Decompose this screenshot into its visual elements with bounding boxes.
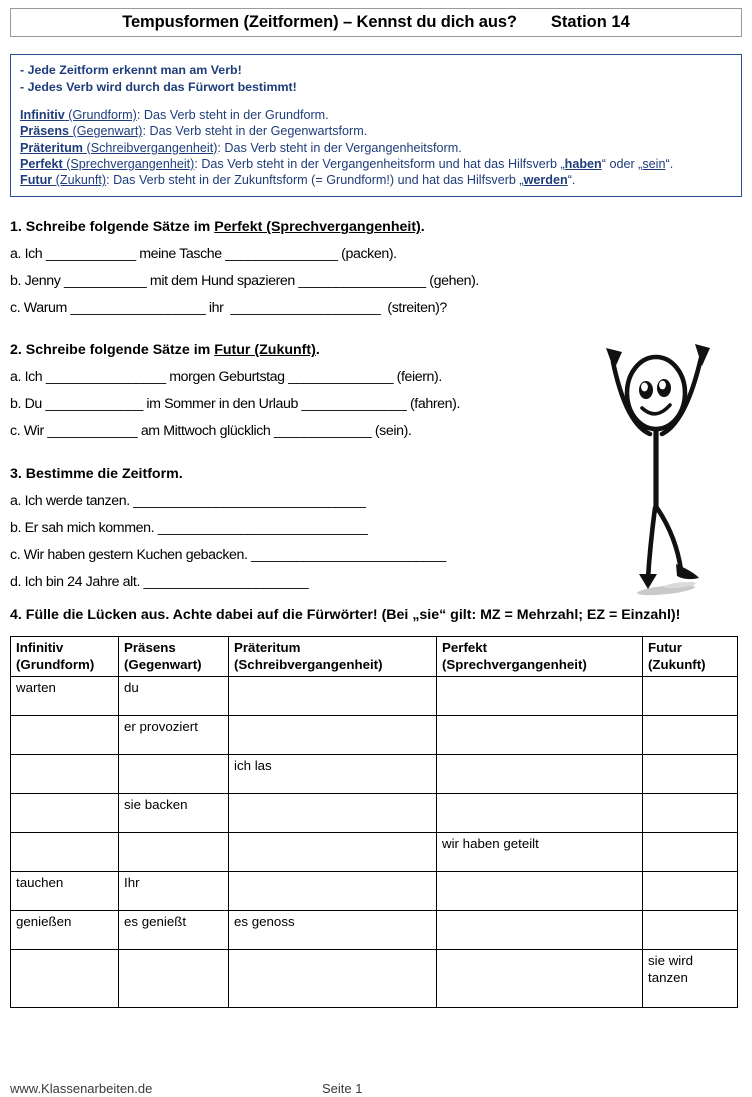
table-cell[interactable]: es genießt [119,911,229,950]
table-cell[interactable]: Ihr [119,872,229,911]
rule-bullet-1: - Jede Zeitform erkennt man am Verb! [20,63,242,77]
table-cell[interactable] [437,794,643,833]
table-cell[interactable] [437,716,643,755]
table-cell[interactable] [11,755,119,794]
quote-close-haben: “ [601,156,606,171]
table-cell[interactable] [437,872,643,911]
rule-text-futur: : Das Verb steht in der Zukunftsform (= Grundform!) und hat das Hilfsverb [106,173,520,188]
table-cell[interactable] [229,950,437,1008]
footer-inner [10,1081,740,1097]
table-row [11,677,738,716]
table-header-praeteritum [229,637,437,677]
exercise-3-item-c[interactable]: c. Wir haben gestern Kuchen gebacken. __________________________ [10,547,446,564]
rule-paren-perfekt: (Sprechvergangenheit) [62,156,195,171]
exercise-2-heading [10,342,742,358]
footer-website[interactable]: www.Klassenarbeiten.de [10,1081,153,1096]
quote-close-werden: “ [567,173,572,188]
table-cell[interactable] [643,833,738,872]
rule-futur [20,172,732,188]
table-cell[interactable] [229,872,437,911]
table-cell[interactable]: er provoziert [119,716,229,755]
quote-open-haben: „ [560,156,565,171]
table-row [11,872,738,911]
exercise-3 [10,466,742,590]
rule-infinitiv [20,107,732,123]
table-cell[interactable] [11,950,119,1008]
table-row [11,716,738,755]
rule-term-infinitiv: Infinitiv [20,108,65,122]
rule-paren-praesens: (Gegenwart) [69,124,143,139]
page-footer [10,1081,740,1097]
table-header-praesens-line1: Präsens [124,640,176,656]
table-header-perfekt-line1: Perfekt [442,640,488,656]
table-header-futur-line1: Futur [648,640,682,656]
table-header-praeteritum-line2: (Schreibvergangenheit) [234,656,383,672]
table-cell[interactable] [643,911,738,950]
rule-praesens [20,123,732,139]
table-cell[interactable] [11,716,119,755]
table-header-infinitiv [11,637,119,677]
aux-verb-haben: haben [564,156,602,171]
table-row [11,950,738,1008]
table-cell[interactable]: wir haben geteilt [437,833,643,872]
rule-term-praesens: Präsens [20,124,70,139]
exercise-1-heading-underlined: Perfekt (Sprechvergangenheit) [214,219,421,236]
rule-text-praesens: : Das Verb steht in der Gegenwartsform. [142,124,368,139]
exercise-1-item-c[interactable]: c. Warum __________________ ihr ____________________ (streiten)? [10,300,447,317]
table-cell[interactable]: ich las [229,755,437,794]
info-spacer [20,95,732,107]
exercise-2-heading-suffix: . [315,342,320,359]
rule-perfekt-mid: oder [605,156,639,171]
rule-text-praeteritum: : Das Verb steht in der Vergangenheitsform. [217,140,462,155]
table-cell[interactable]: sie wird tanzen [643,950,738,1008]
table-row [11,833,738,872]
table-header-praeteritum-line1: Präteritum [234,640,301,656]
exercise-2-item-c[interactable]: c. Wir ____________ am Mittwoch glücklich _____________ (sein). [10,423,412,440]
table-cell[interactable] [11,833,119,872]
aux-verb-werden: werden [523,173,568,188]
table-cell[interactable] [437,911,643,950]
table-header-futur [643,637,738,677]
worksheet-page [0,8,752,1096]
table-cell[interactable]: genießen [11,911,119,950]
exercise-1-item-b[interactable]: b. Jenny ___________ mit dem Hund spazieren _________________ (gehen). [10,273,479,290]
exercise-2-item-a[interactable]: a. Ich ________________ morgen Geburtstag ______________ (feiern). [10,369,442,386]
table-cell[interactable] [437,677,643,716]
exercise-3-item-b[interactable]: b. Er sah mich kommen. ____________________________ [10,520,368,537]
table-cell[interactable] [437,755,643,794]
table-cell[interactable]: warten [11,677,119,716]
rule-perfekt-tail: . [669,156,674,171]
table-cell[interactable] [437,950,643,1008]
rule-paren-infinitiv: (Grundform) [64,108,137,122]
exercise-3-heading: 3. Bestimme die Zeitform. [10,466,183,483]
exercise-2 [10,342,742,439]
table-cell[interactable] [643,677,738,716]
rule-paren-futur: (Zukunft) [52,173,107,188]
table-header-futur-line2: (Zukunft) [648,656,706,672]
rule-text-perfekt: : Das Verb steht in der Vergangenheitsform und hat das Hilfsverb [194,156,561,171]
aux-verb-sein: sein [642,156,666,171]
table-cell[interactable] [11,794,119,833]
quote-open-werden: „ [519,173,524,188]
table-header-infinitiv-line1: Infinitiv [16,640,64,656]
rule-bullet-2: - Jedes Verb wird durch das Fürwort bestimmt! [20,79,297,94]
rule-perfekt [20,156,732,172]
table-header-praesens [119,637,229,677]
table-cell[interactable] [229,833,437,872]
table-cell[interactable]: tauchen [11,872,119,911]
table-header-perfekt [437,637,643,677]
exercise-1-item-a[interactable]: a. Ich ____________ meine Tasche _______________ (packen). [10,246,397,263]
table-cell[interactable] [119,755,229,794]
table-cell[interactable]: du [119,677,229,716]
exercise-1-heading [10,219,742,235]
exercise-3-item-a[interactable]: a. Ich werde tanzen. _______________________________ [10,493,366,510]
table-cell[interactable] [229,794,437,833]
exercise-2-item-b[interactable]: b. Du _____________ im Sommer in den Urlaub ______________ (fahren). [10,396,460,413]
exercise-1 [10,219,742,316]
page-title: Tempusformen (Zeitformen) – Kennst du dich aus? [122,13,517,31]
table-cell[interactable] [643,794,738,833]
table-header-infinitiv-line2: (Grundform) [16,656,95,672]
rule-term-futur: Futur [20,173,53,188]
exercise-2-heading-prefix: 2. Schreibe folgende Sätze im [10,342,215,359]
exercise-4 [10,606,742,1008]
quote-open-sein: „ [638,156,643,171]
table-row [11,755,738,794]
page-title-box [10,8,742,37]
table-header-perfekt-line2: (Sprechvergangenheit) [442,656,587,672]
table-cell[interactable] [643,755,738,794]
rule-futur-tail: . [571,173,576,188]
rule-text-infinitiv: : Das Verb steht in der Grundform. [136,108,329,122]
rule-term-praeteritum: Präteritum [20,140,83,155]
rule-term-perfekt: Perfekt [20,156,63,171]
quote-close-sein: “ [665,156,670,171]
verb-conjugation-table [10,636,738,1008]
table-header-row [11,637,738,677]
rules-info-box [10,54,742,197]
table-header-praesens-line2: (Gegenwart) [124,656,202,672]
rule-praeteritum [20,140,732,156]
rule-paren-praeteritum: (Schreibvergangenheit) [83,140,218,155]
table-cell[interactable] [229,677,437,716]
table-cell[interactable] [229,716,437,755]
table-row [11,911,738,950]
table-cell[interactable] [643,872,738,911]
exercise-3-item-d[interactable]: d. Ich bin 24 Jahre alt. ______________________ [10,574,309,591]
exercise-4-heading: 4. Fülle die Lücken aus. Achte dabei auf die Fürwörter! (Bei „sie“ gilt: MZ = Mehrzahl; EZ = Einzahl)! [10,607,681,624]
exercise-2-heading-underlined: Futur (Zukunft) [214,342,316,359]
exercise-1-heading-prefix: 1. Schreibe folgende Sätze im [10,219,215,236]
table-cell[interactable] [119,950,229,1008]
table-cell[interactable]: sie backen [119,794,229,833]
table-cell[interactable]: es genoss [229,911,437,950]
station-label: Station 14 [550,13,630,31]
exercise-1-heading-suffix: . [420,219,425,236]
table-cell[interactable] [643,716,738,755]
table-row [11,794,738,833]
footer-page-number: Seite 1 [322,1081,363,1096]
table-cell[interactable] [119,833,229,872]
